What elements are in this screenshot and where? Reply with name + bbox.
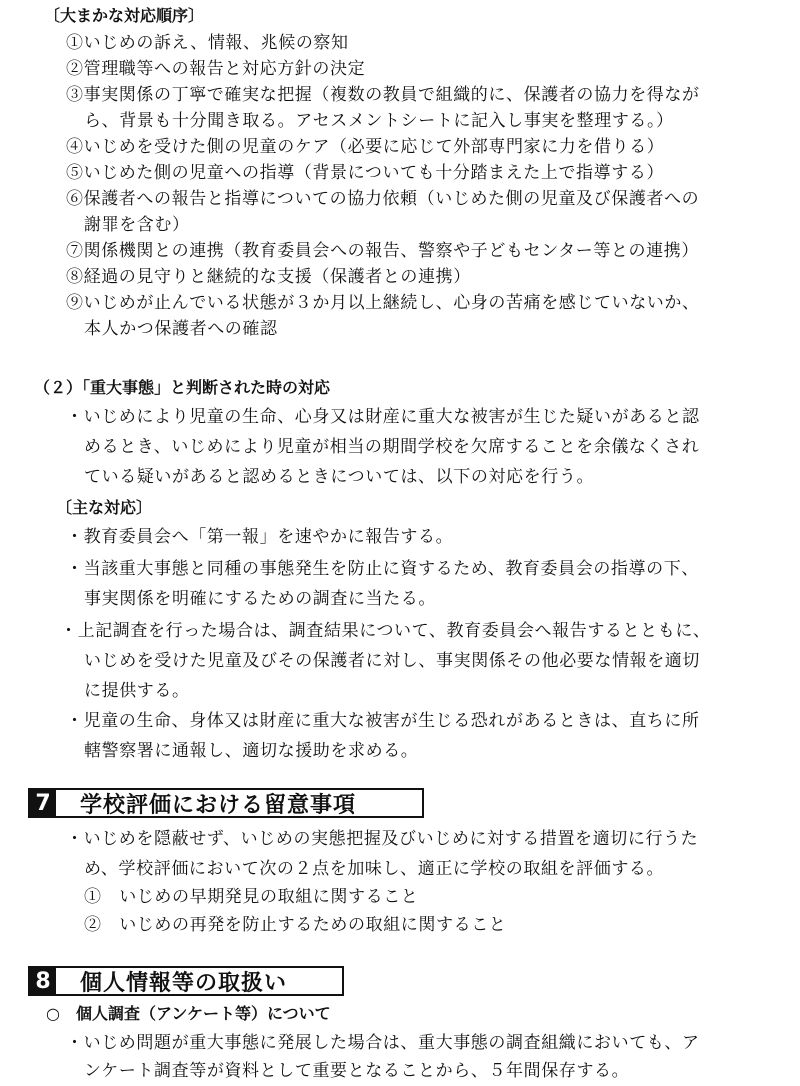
serious-heading: （２）「重大事態」と判断された時の対応	[34, 378, 331, 397]
response-item-4-cont: 轄警察署に通報し、適切な援助を求める。	[84, 741, 419, 761]
order-heading: 〔大まかな対応順序〕	[44, 6, 205, 25]
main-response-heading: 〔主な対応〕	[56, 498, 153, 517]
order-item-2: ②管理職等への報告と対応方針の決定	[66, 59, 366, 79]
section-8-subheading: ○ 個人調査（アンケート等）について	[46, 1004, 331, 1023]
response-item-4: ・児童の生命、身体又は財産に重大な被害が生じる恐れがあるときは、直ちに所	[66, 711, 700, 731]
response-item-3-cont-1: いじめを受けた児童及びその保護者に対し、事実関係その他必要な情報を適切	[84, 651, 700, 671]
response-item-3-cont-2: に提供する。	[84, 681, 190, 701]
order-item-9-cont: 本人かつ保護者への確認	[84, 319, 278, 339]
section-8-line-1: ・いじめ問題が重大事態に発展した場合は、重大事態の調査組織においても、ア	[66, 1033, 700, 1053]
section-8-title: 個人情報等の取扱い	[80, 970, 288, 996]
section-7-number: 7	[30, 790, 56, 816]
section-7-title: 学校評価における留意事項	[80, 792, 357, 818]
section-8-heading	[28, 966, 344, 996]
order-item-7: ⑦関係機関との連携（教育委員会への報告、警察や子どもセンター等との連携）	[66, 241, 699, 261]
order-item-8: ⑧経過の見守りと継続的な支援（保護者との連携）	[66, 267, 471, 287]
order-item-1: ①いじめの訴え、情報、兆候の察知	[66, 33, 349, 53]
section-7-line-2: め、学校評価において次の２点を加味し、適正に学校の取組を評価する。	[84, 859, 665, 879]
section-7-item-2: ② いじめの再発を防止するための取組に関すること	[84, 915, 507, 935]
response-item-2-cont: 事実関係を明確にするための調査に当たる。	[84, 589, 436, 609]
order-item-3: ③事実関係の丁寧で確実な把握（複数の教員で組織的に、保護者の協力を得なが	[66, 85, 700, 105]
order-item-5: ⑤いじめた側の児童への指導（背景についても十分踏まえた上で指導する）	[66, 163, 665, 183]
order-item-4: ④いじめを受けた側の児童のケア（必要に応じて外部専門家に力を借りる）	[66, 137, 665, 157]
serious-intro-line-2: めるとき、いじめにより児童が相当の期間学校を欠席することを余儀なくされ	[84, 437, 700, 457]
serious-intro-line-3: ている疑いがあると認めるときについては、以下の対応を行う。	[84, 467, 595, 487]
section-7-heading	[28, 788, 424, 818]
order-item-3-cont: ら、背景も十分聞き取る。アセスメントシートに記入し事実を整理する。）	[84, 111, 674, 131]
order-item-6: ⑥保護者への報告と指導についての協力依頼（いじめた側の児童及び保護者への	[66, 189, 700, 209]
section-8-number: 8	[30, 968, 56, 994]
serious-intro-line-1: ・いじめにより児童の生命、心身又は財産に重大な被害が生じた疑いがあると認	[66, 407, 700, 427]
order-item-6-cont: 謝罪を含む）	[84, 215, 190, 235]
section-8-line-2: ンケート調査等が資料として重要となることから、５年間保存する。	[84, 1061, 630, 1081]
order-item-9: ⑨いじめが止んでいる状態が３か月以上継続し、心身の苦痛を感じていないか、	[66, 293, 700, 313]
response-item-1: ・教育委員会へ「第一報」を速やかに報告する。	[66, 527, 454, 547]
section-7-item-1: ① いじめの早期発見の取組に関すること	[84, 887, 419, 907]
section-7-line-1: ・いじめを隠蔽せず、いじめの実態把握及びいじめに対する措置を適切に行うた	[66, 829, 699, 849]
response-item-3: ・上記調査を行った場合は、調査結果について、教育委員会へ報告するとともに、	[60, 621, 711, 641]
response-item-2: ・当該重大事態と同種の事態発生を防止に資するため、教育委員会の指導の下、	[66, 559, 699, 579]
